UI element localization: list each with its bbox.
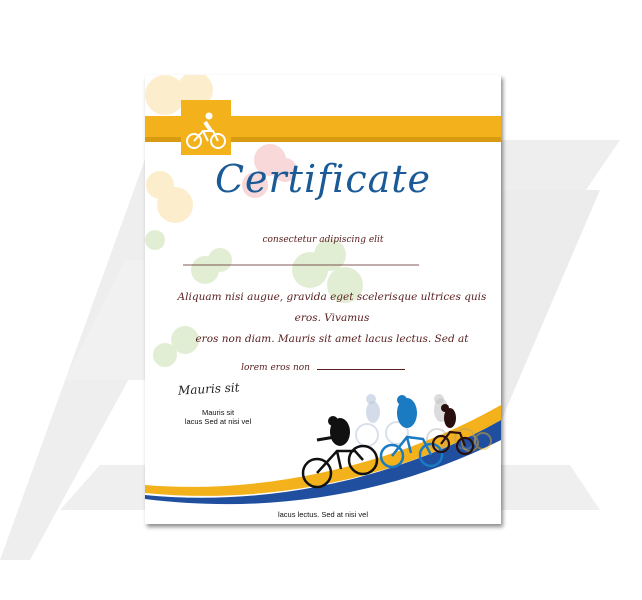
cyclist-head [206,113,213,120]
certificate-page [145,75,501,524]
certificate-footer: lacus lectus. Sed at nisi vel [277,510,369,519]
lorem-row [145,361,501,373]
signer-block [173,408,263,426]
certificate-title: Certificate [214,157,432,201]
body-line-1: Aliquam nisi augue, gravida eget scelerisque ultrices quis eros. Vivamus [177,291,487,324]
body-line-2: eros non diam. Mauris sit amet lacus lectus. Sed at [195,333,469,345]
lorem-blank-line [317,361,405,370]
signer-title: lacus Sed at nisi vel [184,417,252,426]
signature: Mauris sit [177,380,240,398]
certificate-body [163,287,501,350]
signer-name: Mauris sit [201,408,235,417]
certificate-subtitle: consectetur adipiscing elit [262,235,384,245]
lorem-label: lorem eros non [241,363,310,373]
